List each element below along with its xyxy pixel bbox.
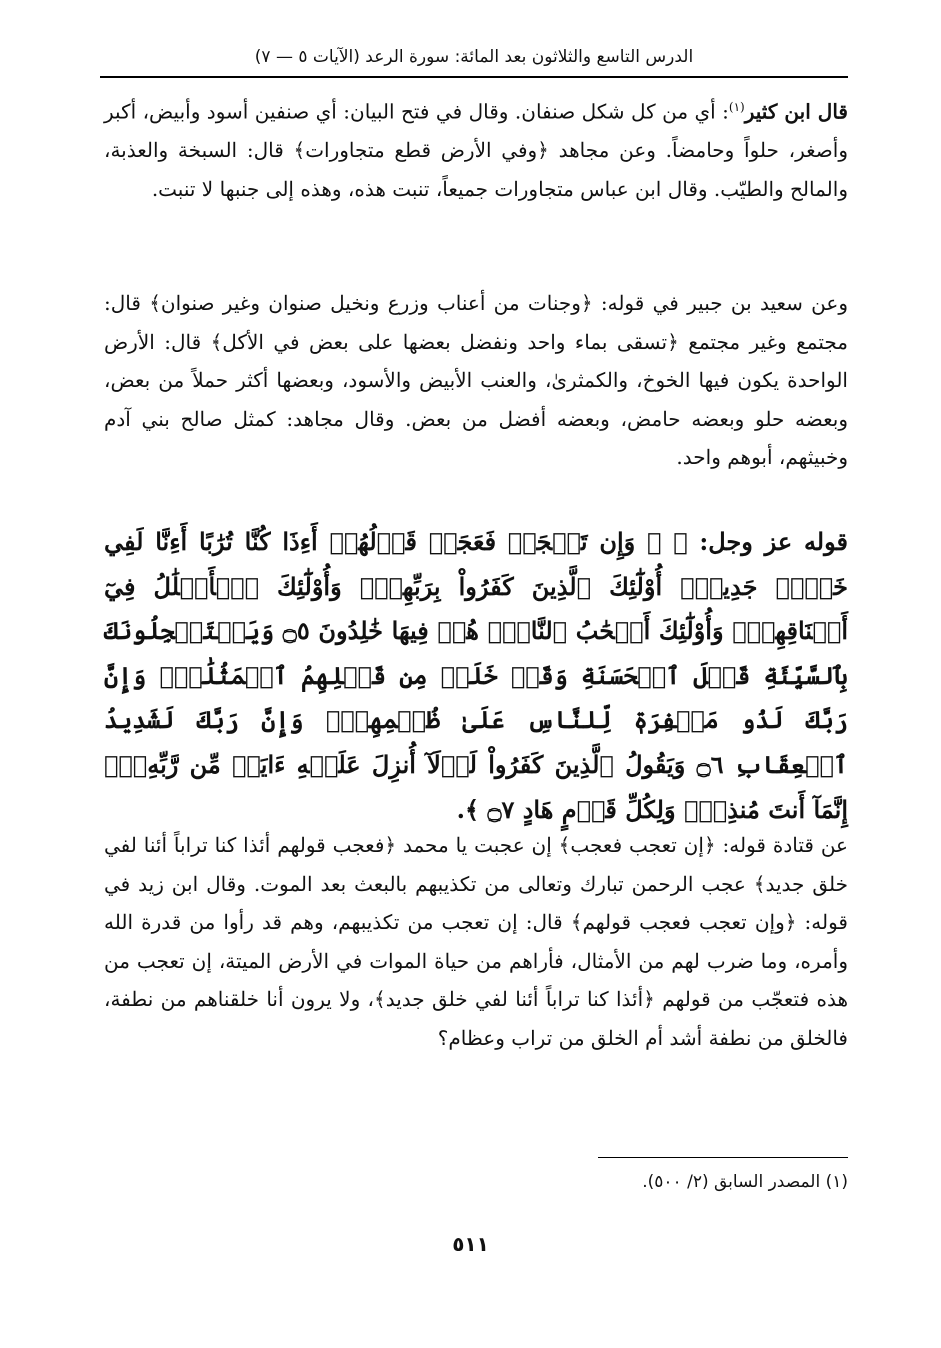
paragraph-text: : أي من كل شكل صنفان. وقال في فتح البيان: أي صنفين أسود وأبيض، أكبر وأصغر، حلواً وحامضاً. وعن مجاهد ﴿وفي الأرض قطع متجاورات﴾ قال: السبخة والعذبة، والمالح والطيّب. وقال ابن عباس متجاورات جميعاً، تنبت هذه، وهذه إلى جنبها لا تنبت. — [104, 99, 848, 201]
verse-lead: قوله عز وجل: — [699, 527, 848, 556]
footnote: (١) المصدر السابق (٢/ ٥٠٠). — [642, 1172, 848, 1192]
page-number: ٥١١ — [452, 1232, 489, 1256]
footnote-reference: (١) — [728, 100, 745, 114]
running-header: الدرس التاسع والثلاثون بعد المائة: سورة الرعد (الآيات ٥ — ٧) — [254, 47, 694, 67]
paragraph-said-ibn-jubayr: وعن سعيد بن جبير في قوله: ﴿وجنات من أعناب وزرع ونخيل صنوان وغير صنوان﴾ قال: مجتمع وغير مجتمع ﴿تسقى بماء واحد ونفضل بعضها على بعض في الأكل﴾ قال: الأرض الواحدة يكون فيها الخوخ، والكمثرىٰ، والعنب الأبيض والأسود، وبعضها أكثر حملاً من بعض، وبعضه حلو وبعضه حامض، وبعضه أفضل من بعض. وقال مجاهد: كمثل صالح بني آدم وخبيثهم، أبوهم واحد. — [104, 291, 848, 469]
paragraph-lead: قال ابن كثير — [744, 99, 848, 124]
quran-verse-block — [104, 520, 848, 832]
paragraph-qatada: عن قتادة قوله: ﴿إن تعجب فعجب﴾ إن عجبت يا محمد ﴿فعجب قولهم أئذا كنا تراباً أئنا لفي خلق جديد﴾ عجب الرحمن تبارك وتعالى من تكذيبهم بالبعث بعد الموت. وقال ابن زيد في قوله: ﴿وإن تعجب فعجب قولهم﴾ قال: إن تعجب من تكذيبهم، وهم قد رأوا من قدرة الله وأمره، وما ضرب لهم من الأمثال، فأراهم من حياة الموات في الأرض الميتة، إن تعجب من هذه فتعجّب من قولهم ﴿أئذا كنا تراباً أئنا لفي خلق جديد﴾، ولا يرون أنا خلقناهم من نطفة، فالخلق من نطفة أشد أم الخلق من تراب وعظام؟ — [104, 833, 849, 1050]
header-divider — [100, 76, 848, 78]
footnote-divider — [598, 1157, 848, 1158]
verse-text: ﴿ ۞ وَإِن تَعۡجَبۡ فَعَجَبٞ قَوۡلُهُمۡ أَءِذَا كُنَّا تُرَٰبًا أَءِنَّا لَفِي خَلۡقٖ جَدِيدٍۗ أُوْلَٰٓئِكَ ٱلَّذِينَ كَفَرُواْ بِرَبِّهِمۡۖ وَأُوْلَٰٓئِكَ ٱلۡأَغۡلَٰلُ فِيٓ أَعۡنَاقِهِمۡۖ وَأُوْلَٰٓئِكَ أَصۡحَٰبُ ٱلنَّارِۖ هُمۡ فِيهَا خَٰلِدُونَ ۝٥ وَيَسۡتَعۡجِلُونَكَ بِٱلسَّيِّئَةِ قَبۡلَ ٱلۡحَسَنَةِ وَقَدۡ خَلَتۡ مِن قَبۡلِهِمُ ٱلۡمَثُلَٰتُۗ وَإِنَّ رَبَّكَ لَذُو مَغۡفِرَةٖ لِّلنَّاسِ عَلَىٰ ظُلۡمِهِمۡۖ وَإِنَّ رَبَّكَ لَشَدِيدُ ٱلۡعِقَابِ ۝٦ وَيَقُولُ ٱلَّذِينَ كَفَرُواْ لَوۡلَآ أُنزِلَ عَلَيۡهِ ءَايَةٞ مِّن رَّبِّهِۦٓۗ إِنَّمَآ أَنتَ مُنذِرٞۖ وَلِكُلِّ قَوۡمٍ هَادٍ ۝٧ ﴾. — [104, 527, 848, 824]
paragraph-ibn-kathir — [104, 88, 848, 208]
